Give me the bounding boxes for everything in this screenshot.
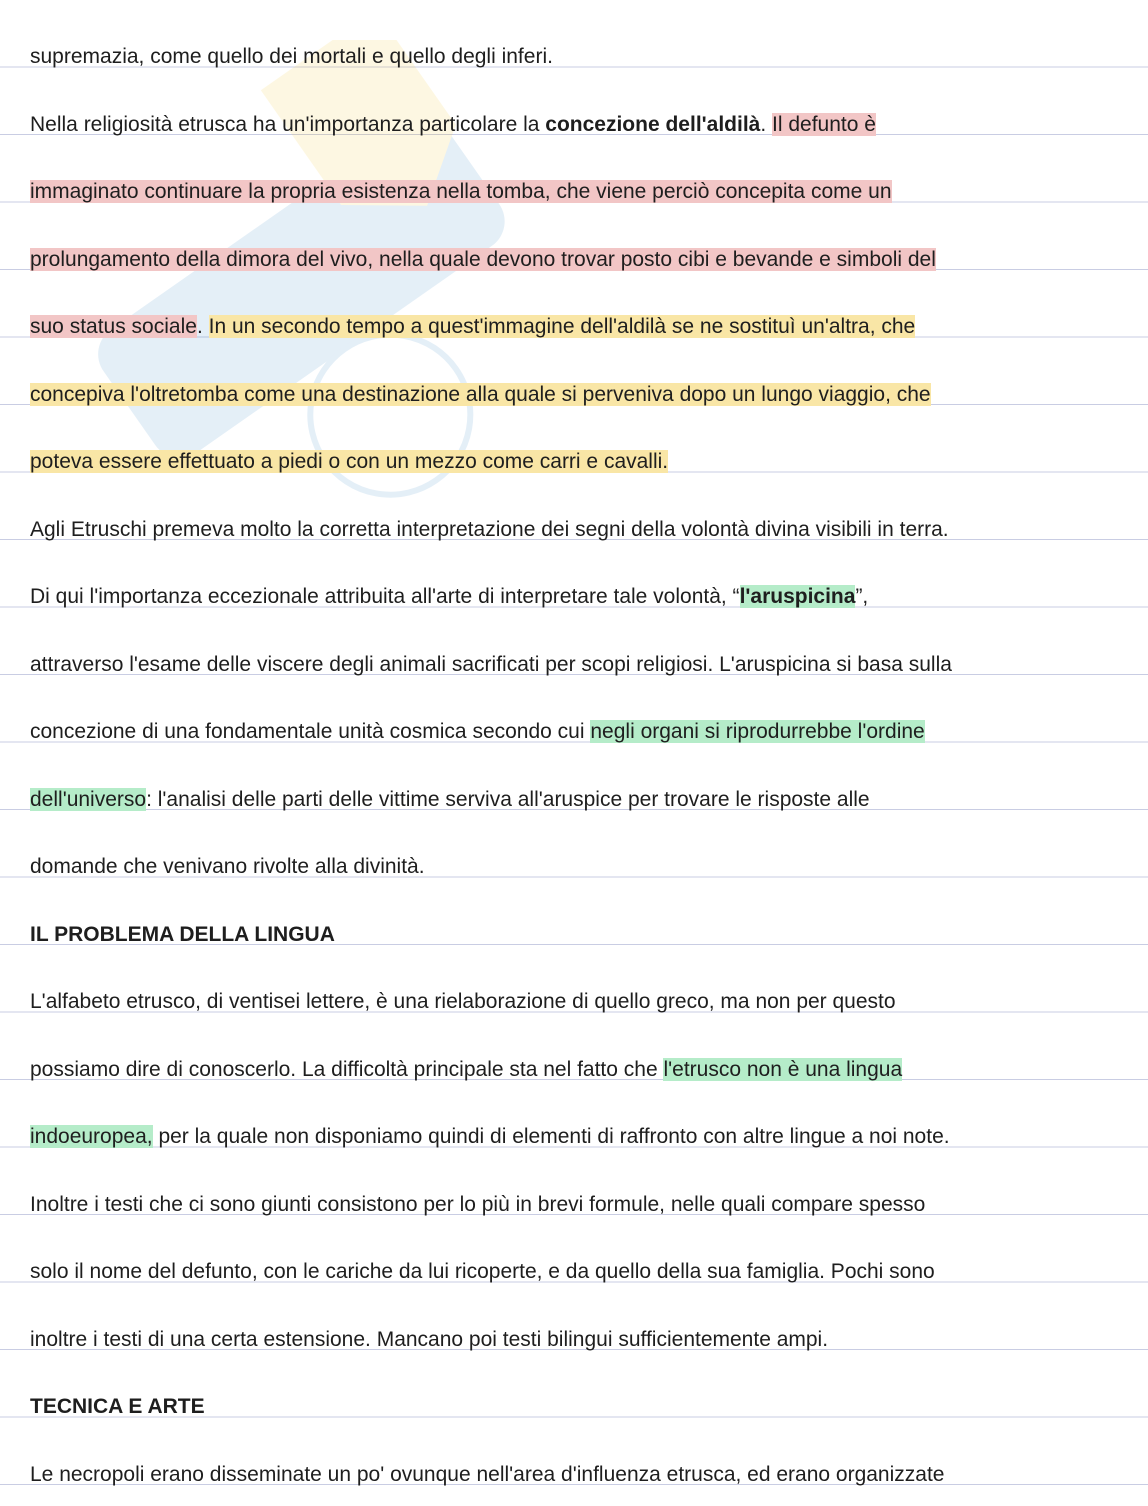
text-line bbox=[30, 380, 1148, 410]
text-run: Le necropoli erano disseminate un po' ovunque nell'area d'influenza etrusca, ed erano organizzate bbox=[30, 1462, 945, 1486]
text-run: concezione di una fondamentale unità cosmica secondo cui bbox=[30, 720, 591, 743]
section-heading bbox=[30, 1392, 1148, 1422]
highlight-green: l'etrusco non è una lingua bbox=[663, 1057, 903, 1081]
text-run: Di qui l'importanza eccezionale attribuita all'arte di interpretare tale volontà, “ bbox=[30, 585, 740, 608]
highlight-red: immaginato continuare la propria esistenza nella tomba, che viene perciò concepita come un bbox=[30, 180, 892, 203]
text-line bbox=[30, 110, 1148, 140]
text-run: supremazia, come quello dei mortali e quello degli inferi. bbox=[30, 45, 553, 68]
highlight-red: prolungamento della dimora del vivo, nella quale devono trovar posto cibi e bevande e simboli del bbox=[30, 247, 936, 271]
text-run: TECNICA E ARTE bbox=[30, 1395, 205, 1418]
text-line bbox=[30, 245, 1148, 275]
highlight-yellow: poteva essere effettuato a piedi o con un mezzo come carri e cavalli. bbox=[30, 450, 669, 473]
text-run: IL PROBLEMA DELLA LINGUA bbox=[30, 922, 335, 946]
text-run: Inoltre i testi che ci sono giunti consistono per lo più in brevi formule, nelle quali compare spesso bbox=[30, 1192, 926, 1216]
text-run: inoltre i testi di una certa estensione. Mancano poi testi bilingui sufficientemente ampi. bbox=[30, 1327, 829, 1351]
text-run: attraverso l'esame delle viscere degli animali sacrificati per scopi religiosi. L'aruspicina si basa sulla bbox=[30, 652, 952, 676]
text-run: possiamo dire di conoscerlo. La difficoltà principale sta nel fatto che bbox=[30, 1057, 664, 1081]
text-run: per la quale non disponiamo quindi di elementi di raffronto con altre lingue a noi note. bbox=[152, 1125, 950, 1148]
highlight-red: Il defunto è bbox=[772, 112, 876, 136]
highlight-green: negli organi si riprodurrebbe l'ordine bbox=[590, 720, 925, 743]
text-run: . bbox=[196, 315, 209, 338]
section-heading bbox=[30, 920, 1148, 950]
text-line bbox=[30, 582, 1148, 612]
text-run: L'alfabeto etrusco, di ventisei lettere, è una rielaborazione di quello greco, ma non per questo bbox=[30, 990, 896, 1013]
text-run: : l'analisi delle parti delle vittime serviva all'aruspice per trovare le risposte alle bbox=[146, 787, 870, 811]
text-line bbox=[30, 1257, 1148, 1287]
bold-term: concezione dell'aldilà bbox=[545, 112, 761, 136]
text-line bbox=[30, 312, 1148, 342]
text-line bbox=[30, 177, 1148, 207]
text-line bbox=[30, 785, 1148, 815]
highlight-red: suo status sociale bbox=[30, 315, 197, 338]
text-line bbox=[30, 1055, 1148, 1085]
highlight-yellow: concepiva l'oltretomba come una destinazione alla quale si perveniva dopo un lungo viaggio, che bbox=[30, 382, 931, 406]
highlight-green: l'aruspicina bbox=[739, 585, 856, 608]
highlight-green: indoeuropea, bbox=[30, 1125, 153, 1148]
text-line bbox=[30, 1190, 1148, 1220]
text-run: . bbox=[760, 112, 773, 136]
text-line bbox=[30, 1122, 1148, 1152]
text-line bbox=[30, 447, 1148, 477]
text-run: Nella religiosità etrusca ha un'importanza particolare la bbox=[30, 112, 546, 136]
text-line bbox=[30, 1325, 1148, 1355]
text-run: solo il nome del defunto, con le cariche da lui ricoperte, e da quello della sua famiglia. Pochi sono bbox=[30, 1260, 935, 1283]
text-line bbox=[30, 42, 1148, 72]
text-line bbox=[30, 987, 1148, 1017]
text-run: Agli Etruschi premeva molto la corretta interpretazione dei segni della volontà divina visibili in terra. bbox=[30, 517, 949, 541]
text-run: ”, bbox=[855, 585, 869, 608]
text-line bbox=[30, 515, 1148, 545]
text-line bbox=[30, 1460, 1148, 1490]
text-line bbox=[30, 717, 1148, 747]
text-line bbox=[30, 650, 1148, 680]
text-line bbox=[30, 852, 1148, 882]
text-run: domande che venivano rivolte alla divinità. bbox=[30, 855, 425, 878]
highlight-green: dell'universo bbox=[30, 787, 147, 811]
highlight-yellow: In un secondo tempo a quest'immagine dell'aldilà se ne sostituì un'altra, che bbox=[208, 315, 916, 338]
